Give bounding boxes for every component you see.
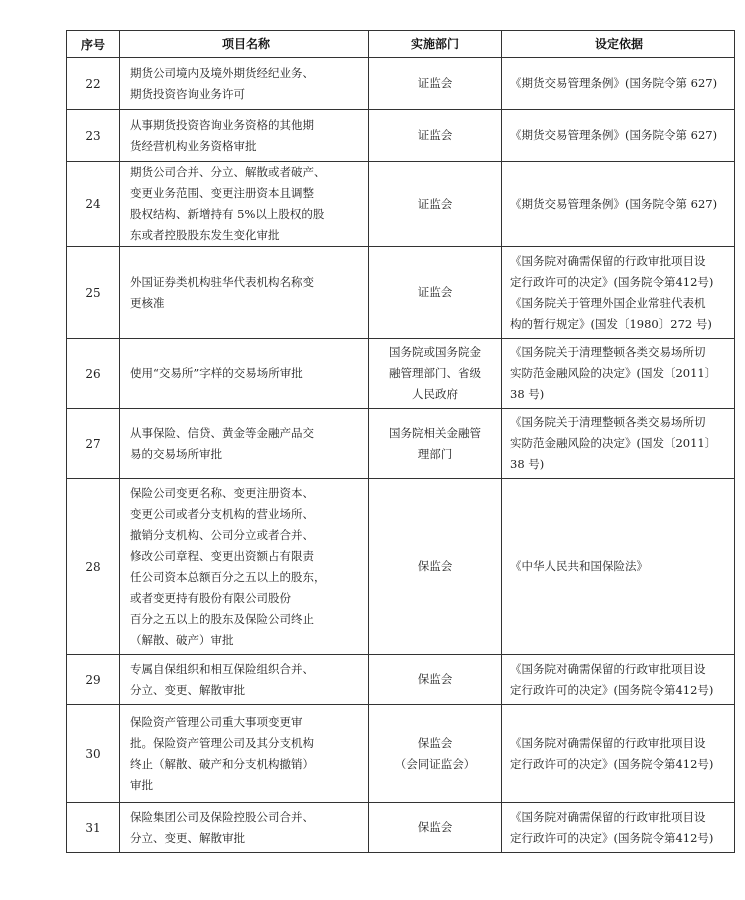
legal-basis-cell xyxy=(502,655,735,705)
legal-basis-cell-line: 定行政许可的决定》(国务院令第412号) xyxy=(510,756,714,771)
department-cell xyxy=(369,247,502,339)
department-cell-line: 国务院或国务院金 xyxy=(389,345,481,359)
legal-basis-cell xyxy=(502,58,735,110)
item-name-cell xyxy=(120,110,369,162)
table-row xyxy=(67,162,735,247)
table-row xyxy=(67,479,735,655)
item-name-cell-line: 分立、变更、解散审批 xyxy=(130,830,245,845)
row-number: 24 xyxy=(67,162,120,247)
item-name-cell-line: 修改公司章程、变更出资额占有限责 xyxy=(130,548,314,563)
item-name-cell-line: 更核准 xyxy=(130,295,165,310)
table-row xyxy=(67,409,735,479)
department-cell xyxy=(369,110,502,162)
legal-basis-cell-line: 定行政许可的决定》(国务院令第412号) xyxy=(510,274,714,289)
header-item-name: 项目名称 xyxy=(120,31,369,58)
table-row xyxy=(67,110,735,162)
department-cell xyxy=(369,339,502,409)
table-body xyxy=(67,58,735,853)
department-cell xyxy=(369,803,502,853)
legal-basis-cell xyxy=(502,110,735,162)
legal-basis-cell-line: 《国务院对确需保留的行政审批项目设 xyxy=(510,661,706,676)
header-legal-basis: 设定依据 xyxy=(502,31,735,58)
table-row xyxy=(67,803,735,853)
item-name-cell-line: 从事保险、信贷、黄金等金融产品交 xyxy=(130,425,314,440)
department-cell-line: 国务院相关金融管 xyxy=(389,425,481,440)
legal-basis-cell xyxy=(502,705,735,803)
item-name-cell xyxy=(120,247,369,339)
legal-basis-cell-line: 《国务院对确需保留的行政审批项目设 xyxy=(510,735,706,750)
legal-basis-cell-line: 《国务院关于清理整顿各类交易场所切 xyxy=(510,345,706,359)
item-name-cell-line: 易的交易场所审批 xyxy=(130,446,222,461)
legal-basis-cell-line: 《国务院对确需保留的行政审批项目设 xyxy=(510,253,706,268)
header-department: 实施部门 xyxy=(369,31,502,58)
item-name-cell-line: 期货公司合并、分立、解散或者破产、 xyxy=(130,165,326,179)
item-name-cell-line: 货经营机构业务资格审批 xyxy=(130,138,257,153)
department-cell-line: 融管理部门、省级 xyxy=(389,366,481,380)
item-name-cell-line: 使用“交易所”字样的交易场所审批 xyxy=(130,366,303,380)
department-cell-line: 保监会 xyxy=(417,559,453,573)
table-row xyxy=(67,705,735,803)
table-row xyxy=(67,247,735,339)
item-name-cell-line: 期货公司境内及境外期货经纪业务、 xyxy=(130,65,314,80)
department-cell-line: 证监会 xyxy=(417,76,453,90)
item-name-cell-line: （解散、破产）审批 xyxy=(130,632,234,647)
item-name-cell-line: 从事期货投资咨询业务资格的其他期 xyxy=(130,117,314,132)
legal-basis-cell-line: 定行政许可的决定》(国务院令第412号) xyxy=(510,830,714,845)
department-cell-line: （会同证监会） xyxy=(394,756,476,771)
item-name-cell-line: 保险集团公司及保险控股公司合并、 xyxy=(130,809,314,824)
legal-basis-cell-line: 实防范金融风险的决定》(国发〔2011〕 xyxy=(510,366,717,380)
item-name-cell-line: 变更公司或者分支机构的营业场所、 xyxy=(130,506,314,521)
row-number: 25 xyxy=(67,247,120,339)
department-cell xyxy=(369,705,502,803)
item-name-cell xyxy=(120,162,369,247)
item-name-cell xyxy=(120,58,369,110)
legal-basis-cell xyxy=(502,803,735,853)
item-name-cell-line: 终止（解散、破产和分支机构撤销） xyxy=(130,756,314,771)
legal-basis-cell-line: 《国务院关于清理整顿各类交易场所切 xyxy=(510,415,706,429)
department-cell xyxy=(369,479,502,655)
legal-basis-cell xyxy=(502,339,735,409)
legal-basis-cell xyxy=(502,162,735,247)
table-row xyxy=(67,655,735,705)
item-name-cell xyxy=(120,409,369,479)
item-name-cell-line: 东或者控股股东发生变化审批 xyxy=(130,228,280,242)
item-name-cell-line: 分立、变更、解散审批 xyxy=(130,682,245,697)
department-cell xyxy=(369,58,502,110)
item-name-cell xyxy=(120,479,369,655)
department-cell-line: 理部门 xyxy=(417,446,453,461)
item-name-cell xyxy=(120,803,369,853)
row-number: 27 xyxy=(67,409,120,479)
department-cell xyxy=(369,655,502,705)
item-name-cell-line: 任公司资本总额百分之五以上的股东， xyxy=(130,569,326,584)
legal-basis-cell xyxy=(502,247,735,339)
item-name-cell-line: 或者变更持有股份有限公司股份 xyxy=(130,590,291,605)
row-number: 31 xyxy=(67,803,120,853)
legal-basis-cell-line: 38 号) xyxy=(510,387,545,401)
legal-basis-cell xyxy=(502,479,735,655)
department-cell xyxy=(369,409,502,479)
department-cell xyxy=(369,162,502,247)
legal-basis-cell-line: 构的暂行规定》(国发〔1980〕272 号) xyxy=(510,316,712,331)
department-cell-line: 保监会 xyxy=(417,672,453,686)
legal-basis-cell xyxy=(502,409,735,479)
item-name-cell-line: 百分之五以上的股东及保险公司终止 xyxy=(130,611,314,626)
legal-basis-cell-line: 38 号) xyxy=(510,457,545,471)
item-name-cell xyxy=(120,705,369,803)
item-name-cell-line: 外国证券类机构驻华代表机构名称变 xyxy=(130,274,314,289)
item-name-cell-line: 专属自保组织和相互保险组织合并、 xyxy=(130,661,314,676)
row-number: 23 xyxy=(67,110,120,162)
department-cell-line: 证监会 xyxy=(417,285,453,299)
table-header-row xyxy=(67,31,735,58)
department-cell-line: 人民政府 xyxy=(412,387,458,401)
item-name-cell-line: 保险资产管理公司重大事项变更审 xyxy=(130,714,303,729)
table-row xyxy=(67,58,735,110)
item-name-cell-line: 撤销分支机构、公司分立或者合并、 xyxy=(130,527,314,542)
legal-basis-cell-line: 定行政许可的决定》(国务院令第412号) xyxy=(510,682,714,697)
row-number: 30 xyxy=(67,705,120,803)
item-name-cell-line: 保险公司变更名称、变更注册资本、 xyxy=(130,485,314,500)
legal-basis-cell-line: 《国务院对确需保留的行政审批项目设 xyxy=(510,809,706,824)
legal-basis-cell-line: 《期货交易管理条例》(国务院令第 627) xyxy=(510,76,718,90)
department-cell-line: 证监会 xyxy=(417,196,453,211)
row-number: 29 xyxy=(67,655,120,705)
item-name-cell-line: 批。保险资产管理公司及其分支机构 xyxy=(130,735,314,750)
item-name-cell xyxy=(120,655,369,705)
item-name-cell-line: 期货投资咨询业务许可 xyxy=(130,86,245,101)
item-name-cell xyxy=(120,339,369,409)
legal-basis-cell-line: 《国务院关于管理外国企业常驻代表机 xyxy=(510,295,706,310)
legal-basis-cell-line: 《中华人民共和国保险法》 xyxy=(510,559,648,573)
legal-basis-cell-line: 实防范金融风险的决定》(国发〔2011〕 xyxy=(510,436,717,450)
item-name-cell-line: 变更业务范围、变更注册资本且调整 xyxy=(130,186,314,200)
department-cell-line: 证监会 xyxy=(417,128,453,142)
department-cell-line: 保监会 xyxy=(417,820,453,834)
header-number: 序号 xyxy=(67,31,120,58)
legal-basis-cell-line: 《期货交易管理条例》(国务院令第 627) xyxy=(510,196,718,211)
item-name-cell-line: 股权结构、新增持有 5%以上股权的股 xyxy=(130,207,325,221)
legal-basis-cell-line: 《期货交易管理条例》(国务院令第 627) xyxy=(510,128,718,142)
row-number: 22 xyxy=(67,58,120,110)
department-cell-line: 保监会 xyxy=(417,735,453,750)
row-number: 26 xyxy=(67,339,120,409)
table-row xyxy=(67,339,735,409)
item-name-cell-line: 审批 xyxy=(130,777,153,792)
approval-items-table xyxy=(66,30,735,853)
row-number: 28 xyxy=(67,479,120,655)
